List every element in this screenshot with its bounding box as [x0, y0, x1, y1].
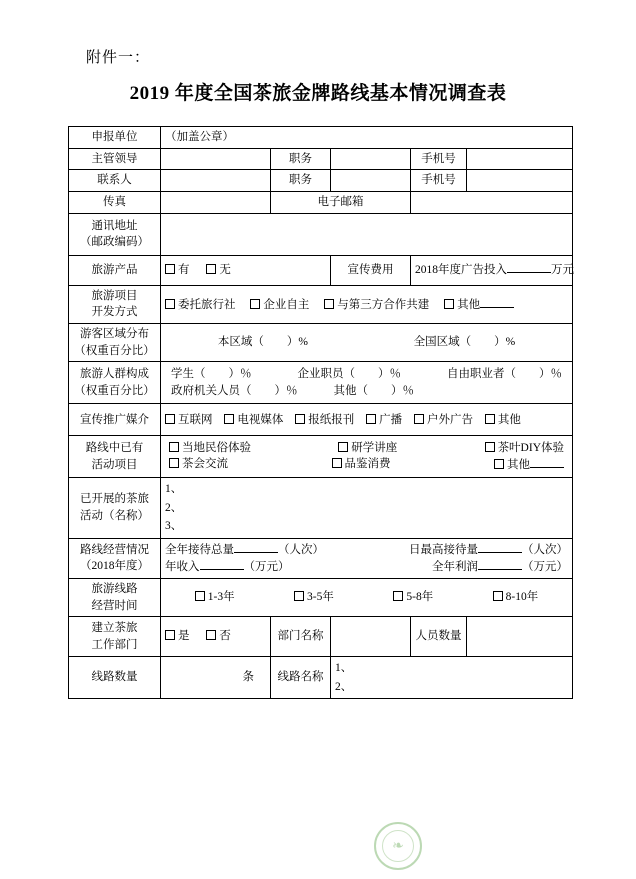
operation-annual-income-label: 年收入 [165, 561, 200, 574]
contact-name-field[interactable] [161, 170, 271, 192]
visitor-area-national[interactable]: 全国区域（ ）% [413, 336, 516, 349]
develop-option-other-blank[interactable] [480, 296, 514, 308]
operation-annual-income[interactable] [165, 558, 290, 576]
operation-years-option-5-8[interactable] [393, 589, 433, 606]
leader-name-field[interactable] [161, 148, 271, 170]
visitor-group-employee[interactable]: 企业职员（ ）％ [297, 368, 402, 381]
visitor-group-student[interactable]: 学生（ ）％ [171, 368, 252, 381]
operation-years-option-1-3[interactable] [195, 589, 235, 606]
row-label-address [69, 213, 161, 255]
promo-media-option-outdoor-label: 户外广告 [427, 413, 473, 426]
address-label-line2: （邮政编码） [80, 236, 149, 249]
row-label-department [69, 617, 161, 657]
row-label-product: 旅游产品 [69, 255, 161, 285]
operation-years-label-line2: 经营时间 [91, 599, 138, 612]
operation-annual-profit-label: 全年利润 [432, 561, 479, 574]
route-activity-other-blank[interactable] [530, 456, 564, 468]
operation-fields [161, 538, 573, 578]
route-count-field[interactable] [161, 657, 271, 699]
department-label-line2: 工作部门 [91, 638, 138, 651]
visitor-area-label-line1: 游客区域分布 [80, 328, 149, 341]
operation-annual-visitors-label: 全年接待总量 [165, 543, 234, 556]
route-activity-lecture[interactable] [338, 440, 397, 457]
table-row [69, 255, 573, 285]
operation-peak-visitors-unit: （人次） [522, 543, 569, 556]
route-activity-teaparty[interactable] [169, 456, 228, 474]
department-option-no-label: 否 [219, 630, 231, 643]
attachment-label: 附件一： [86, 50, 151, 66]
operation-label-line2: （2018年度） [80, 560, 149, 573]
table-row [69, 285, 573, 323]
product-option-no-label: 无 [219, 263, 231, 276]
visitor-group-label-line2: （权重百分比） [74, 384, 155, 397]
department-name-field[interactable] [331, 617, 411, 657]
email-field[interactable] [411, 192, 573, 214]
promo-media-option-internet-label: 互联网 [178, 413, 213, 426]
tea-travel-line-3[interactable]: 3、 [165, 520, 183, 533]
route-activity-tasting-label: 品鉴消费 [344, 458, 391, 471]
tea-travel-line-2[interactable]: 2、 [165, 501, 183, 514]
checkbox-icon[interactable] [250, 299, 260, 309]
promo-fee-text-before: 2018年度广告投入 [415, 264, 507, 277]
visitor-group-freelancer[interactable]: 自由职业者（ ）％ [447, 368, 563, 381]
promo-fee-blank[interactable] [507, 261, 551, 273]
seal-glyph: ❧ [382, 830, 414, 862]
operation-years-label-line1: 旅游线路 [91, 582, 138, 595]
develop-option-self-label: 企业自主 [263, 298, 310, 311]
develop-options [161, 285, 573, 323]
checkbox-icon[interactable] [393, 591, 403, 601]
operation-annual-visitors-blank[interactable] [234, 541, 278, 553]
department-count-field[interactable] [467, 617, 573, 657]
operation-years-option-8-10-label: 8-10年 [505, 591, 539, 604]
table-row [69, 148, 573, 170]
visitor-area-label-line2: （权重百分比） [74, 344, 155, 357]
route-activity-lecture-label: 研学讲座 [351, 441, 398, 454]
row-label-visitor-area [69, 324, 161, 362]
row-label-route-activities [69, 436, 161, 478]
department-name-label: 部门名称 [271, 617, 331, 657]
address-field[interactable] [161, 213, 573, 255]
product-option-yes[interactable] [165, 262, 190, 279]
operation-annual-visitors[interactable] [165, 541, 324, 559]
row-label-visitor-group [69, 362, 161, 404]
table-row [69, 538, 573, 578]
promo-media-option-other-label: 其他 [497, 413, 521, 426]
checkbox-icon[interactable] [169, 442, 179, 452]
checkbox-icon[interactable] [444, 299, 454, 309]
checkbox-icon[interactable] [338, 442, 348, 452]
operation-annual-profit-unit: （万元） [522, 561, 569, 574]
checkbox-icon[interactable] [224, 414, 234, 424]
watermark-seal [374, 822, 422, 870]
row-label-route-count: 线路数量 [69, 657, 161, 699]
promo-media-option-press[interactable] [295, 412, 354, 429]
table-row [69, 404, 573, 436]
table-row [69, 478, 573, 538]
table-row [69, 362, 573, 404]
route-name-line-2[interactable]: 2、 [335, 680, 353, 693]
route-activities-label-line1: 路线中已有 [85, 442, 144, 455]
checkbox-icon[interactable] [165, 630, 175, 640]
contact-phone-field[interactable] [467, 170, 573, 192]
route-activity-folk[interactable] [169, 440, 251, 457]
promo-media-option-internet[interactable] [165, 412, 213, 429]
develop-option-agency-label: 委托旅行社 [178, 298, 236, 311]
contact-position-field[interactable] [331, 170, 411, 192]
checkbox-icon[interactable] [165, 414, 175, 424]
develop-option-thirdparty[interactable] [324, 297, 429, 314]
table-row [69, 324, 573, 362]
checkbox-icon[interactable] [206, 264, 216, 274]
table-row [69, 657, 573, 699]
route-activities-label-line2: 活动项目 [91, 458, 138, 471]
department-count-label: 人员数量 [411, 617, 467, 657]
route-count-unit: 条 [242, 671, 254, 684]
product-options [161, 255, 331, 285]
operation-peak-visitors-blank[interactable] [478, 541, 522, 553]
operation-years-option-5-8-label: 5-8年 [406, 591, 434, 604]
promo-media-option-other[interactable] [485, 412, 521, 429]
operation-annual-visitors-unit: （人次） [278, 543, 324, 556]
checkbox-icon[interactable] [332, 458, 342, 468]
route-name-label: 线路名称 [271, 657, 331, 699]
table-row [69, 170, 573, 192]
tea-travel-activities-field[interactable] [161, 478, 573, 538]
row-label-promo-media: 宣传推广媒介 [69, 404, 161, 436]
email-label: 电子邮箱 [271, 192, 411, 214]
checkbox-icon[interactable] [324, 299, 334, 309]
promo-media-option-tv-label: 电视媒体 [237, 413, 284, 426]
route-activity-tasting[interactable] [332, 456, 391, 474]
tea-travel-line-1[interactable]: 1、 [165, 483, 183, 496]
route-activity-teaparty-label: 茶会交流 [182, 458, 228, 471]
promo-media-option-tv[interactable] [224, 412, 283, 429]
table-row [69, 213, 573, 255]
route-name-line-1[interactable]: 1、 [335, 662, 353, 675]
leader-position-label: 职务 [271, 148, 331, 170]
department-option-no[interactable] [206, 628, 231, 645]
visitor-group-values [161, 362, 573, 404]
checkbox-icon[interactable] [414, 414, 424, 424]
promo-media-option-press-label: 报纸报刊 [308, 413, 355, 426]
row-label-applicant: 申报单位 [69, 127, 161, 149]
table-row [69, 436, 573, 478]
table-row [69, 127, 573, 149]
product-option-yes-label: 有 [178, 263, 190, 276]
checkbox-icon[interactable] [294, 591, 304, 601]
department-option-yes[interactable] [165, 628, 190, 645]
route-activity-folk-label: 当地民俗体验 [182, 441, 251, 454]
checkbox-icon[interactable] [169, 458, 179, 468]
develop-label-line2: 开发方式 [91, 306, 138, 319]
leader-position-field[interactable] [331, 148, 411, 170]
row-label-operation [69, 538, 161, 578]
develop-option-agency[interactable] [165, 297, 236, 314]
promo-media-options [161, 404, 573, 436]
operation-label-line1: 路线经营情况 [80, 543, 149, 556]
applicant-value-cell[interactable]: （加盖公章） [161, 127, 573, 149]
operation-years-option-1-3-label: 1-3年 [207, 591, 235, 604]
checkbox-icon[interactable] [493, 591, 503, 601]
develop-label-line1: 旅游项目 [91, 289, 138, 302]
checkbox-icon[interactable] [165, 299, 175, 309]
promo-fee-label: 宣传费用 [331, 255, 411, 285]
promo-media-option-radio[interactable] [366, 412, 402, 429]
page-title: 2019 年度全国茶旅金牌路线基本情况调查表 [129, 83, 507, 104]
contact-phone-label: 手机号 [411, 170, 467, 192]
operation-annual-profit[interactable] [432, 558, 568, 576]
visitor-area-local[interactable]: 本区域（ ）% [217, 336, 308, 349]
operation-peak-visitors-label: 日最高接待量 [409, 543, 479, 556]
develop-option-self[interactable] [250, 297, 309, 314]
develop-option-other[interactable] [444, 296, 514, 314]
row-label-develop [69, 285, 161, 323]
checkbox-icon[interactable] [485, 414, 495, 424]
operation-peak-visitors[interactable] [409, 541, 568, 559]
checkbox-icon[interactable] [295, 414, 305, 424]
department-label-line1: 建立茶旅 [91, 622, 138, 635]
visitor-group-label-line1: 旅游人群构成 [80, 368, 149, 381]
table-row [69, 192, 573, 214]
promo-fee-field[interactable] [411, 255, 573, 285]
route-activity-other-label: 其他 [507, 459, 531, 472]
row-label-fax: 传真 [69, 192, 161, 214]
checkbox-icon[interactable] [206, 630, 216, 640]
develop-option-thirdparty-label: 与第三方合作共建 [337, 298, 430, 311]
promo-fee-unit: 万元 [551, 264, 574, 277]
tea-travel-label-line2: 活动（名称） [80, 509, 149, 522]
visitor-group-government[interactable]: 政府机关人员（ ）％ [171, 384, 298, 397]
develop-option-other-label: 其他 [457, 298, 481, 311]
checkbox-icon[interactable] [485, 442, 495, 452]
checkbox-icon[interactable] [195, 591, 205, 601]
address-label-line1: 通讯地址 [91, 219, 138, 232]
department-option-yes-label: 是 [178, 630, 190, 643]
survey-form-table [68, 126, 573, 699]
visitor-area-values [161, 324, 573, 362]
visitor-group-other[interactable]: 其他（ ）％ [333, 384, 414, 397]
row-label-operation-years [69, 578, 161, 616]
leader-phone-field[interactable] [467, 148, 573, 170]
checkbox-icon[interactable] [494, 459, 504, 469]
route-activity-diy[interactable] [485, 440, 564, 457]
operation-annual-income-blank[interactable] [200, 558, 244, 570]
operation-years-options [161, 578, 573, 616]
operation-annual-income-unit: （万元） [243, 561, 290, 574]
table-row [69, 617, 573, 657]
checkbox-icon[interactable] [366, 414, 376, 424]
operation-years-option-3-5-label: 3-5年 [307, 591, 334, 604]
department-options [161, 617, 271, 657]
operation-years-option-8-10[interactable] [493, 589, 539, 606]
leader-phone-label: 手机号 [411, 148, 467, 170]
row-label-tea-travel-activities [69, 478, 161, 538]
operation-years-option-3-5[interactable] [294, 589, 334, 606]
promo-media-option-radio-label: 广播 [379, 413, 403, 426]
promo-media-option-outdoor[interactable] [414, 412, 473, 429]
checkbox-icon[interactable] [165, 264, 175, 274]
route-activities-options [161, 436, 573, 478]
row-label-leader: 主管领导 [69, 148, 161, 170]
tea-travel-label-line1: 已开展的茶旅 [80, 493, 149, 506]
contact-position-label: 职务 [271, 170, 331, 192]
route-activity-diy-label: 茶叶DIY体验 [497, 441, 565, 454]
operation-annual-profit-blank[interactable] [478, 558, 522, 570]
product-option-no[interactable] [206, 262, 231, 279]
route-name-field[interactable] [331, 657, 573, 699]
row-label-contact: 联系人 [69, 170, 161, 192]
route-activity-other[interactable] [494, 456, 564, 474]
table-row [69, 578, 573, 616]
fax-field[interactable] [161, 192, 271, 214]
